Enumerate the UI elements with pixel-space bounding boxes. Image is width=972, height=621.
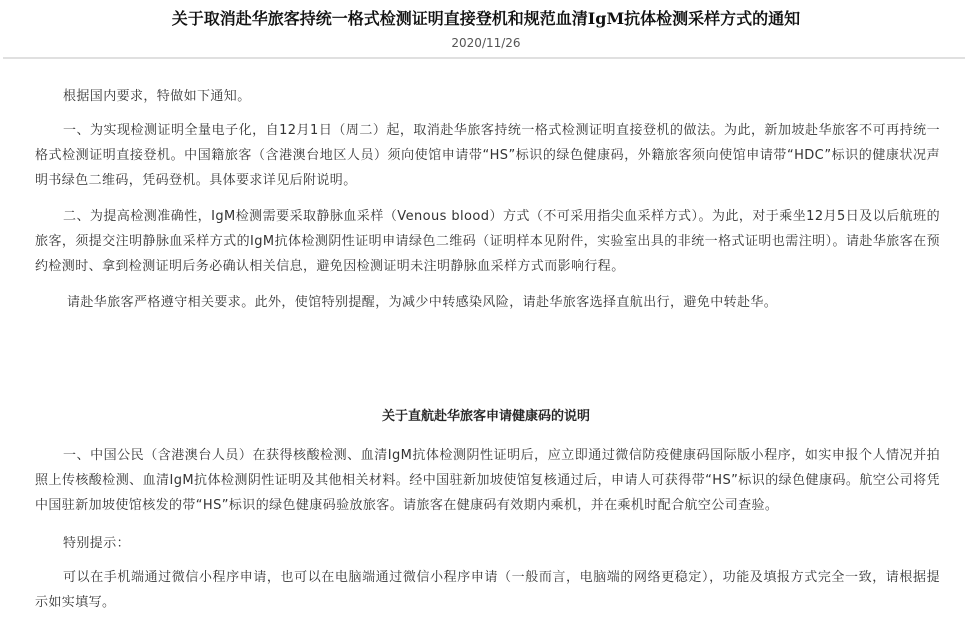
explanation-item-1: 一、中国公民（含港澳台人员）在获得核酸检测、血清IgM抗体检测阴性证明后，应立即通过微信防疫健康码国际版小程序，如实申报个人情况并拍照上传核酸检测、血清IgM抗体检测阴性证明及其他相关材料。经中国驻新加坡使馆复核通过后，申请人可获得带“HS”标识的绿色健康码。航空公司将凭中国驻新加坡使馆核发的带“HS”标识的绿色健康码验放旅客。请旅客在健康码有效期内乘机，并在乘机时配合航空公司查验。 <box>35 448 940 513</box>
notice-intro: 根据国内要求，特做如下通知。 <box>63 89 251 104</box>
article-header <box>0 0 972 60</box>
notice-item-2: 二、为提高检测准确性，IgM检测需要采取静脉血采样（Venous blood）方式（不可采用指尖血采样方式）。为此，对于乘坐12月5日及以后航班的旅客，须提交注明静脉血采样方式的IgM抗体检测阴性证明申请绿色二维码（证明样本见附件，实验室出具的非统一格式证明也需注明）。请赴华旅客在预约检测时、拿到检测证明后务必确认相关信息，避免因检测证明未注明静脉血采样方式而影响行程。 <box>35 209 940 274</box>
special-tip-text: 可以在手机端通过微信小程序申请，也可以在电脑端通过微信小程序申请（一般而言，电脑端的网络更稳定），功能及填报方式完全一致，请根据提示如实填写。 <box>35 570 940 610</box>
article-title: 关于取消赴华旅客持统一格式检测证明直接登机和规范血清IgM抗体检测采样方式的通知 <box>171 9 801 28</box>
notice-reminder: 请赴华旅客严格遵守相关要求。此外，使馆特别提醒，为减少中转感染风险，请赴华旅客选择直航出行，避免中转赴华。 <box>67 295 778 310</box>
notice-item-1: 一、为实现检测证明全量电子化，自12月1日（周二）起，取消赴华旅客持统一格式检测证明直接登机的做法。为此，新加坡赴华旅客不可再持统一格式检测证明直接登机。中国籍旅客（含港澳台地区人员）须向使馆申请带“HS”标识的绿色健康码，外籍旅客须向使馆申请带“HDC”标识的健康状况声明书绿色二维码，凭码登机。具体要求详见后附说明。 <box>35 123 940 188</box>
special-tip-label: 特别提示： <box>63 536 131 551</box>
explanation-heading: 关于直航赴华旅客申请健康码的说明 <box>381 409 590 424</box>
publish-date: 2020/11/26 <box>451 36 521 50</box>
header-divider <box>3 57 965 59</box>
